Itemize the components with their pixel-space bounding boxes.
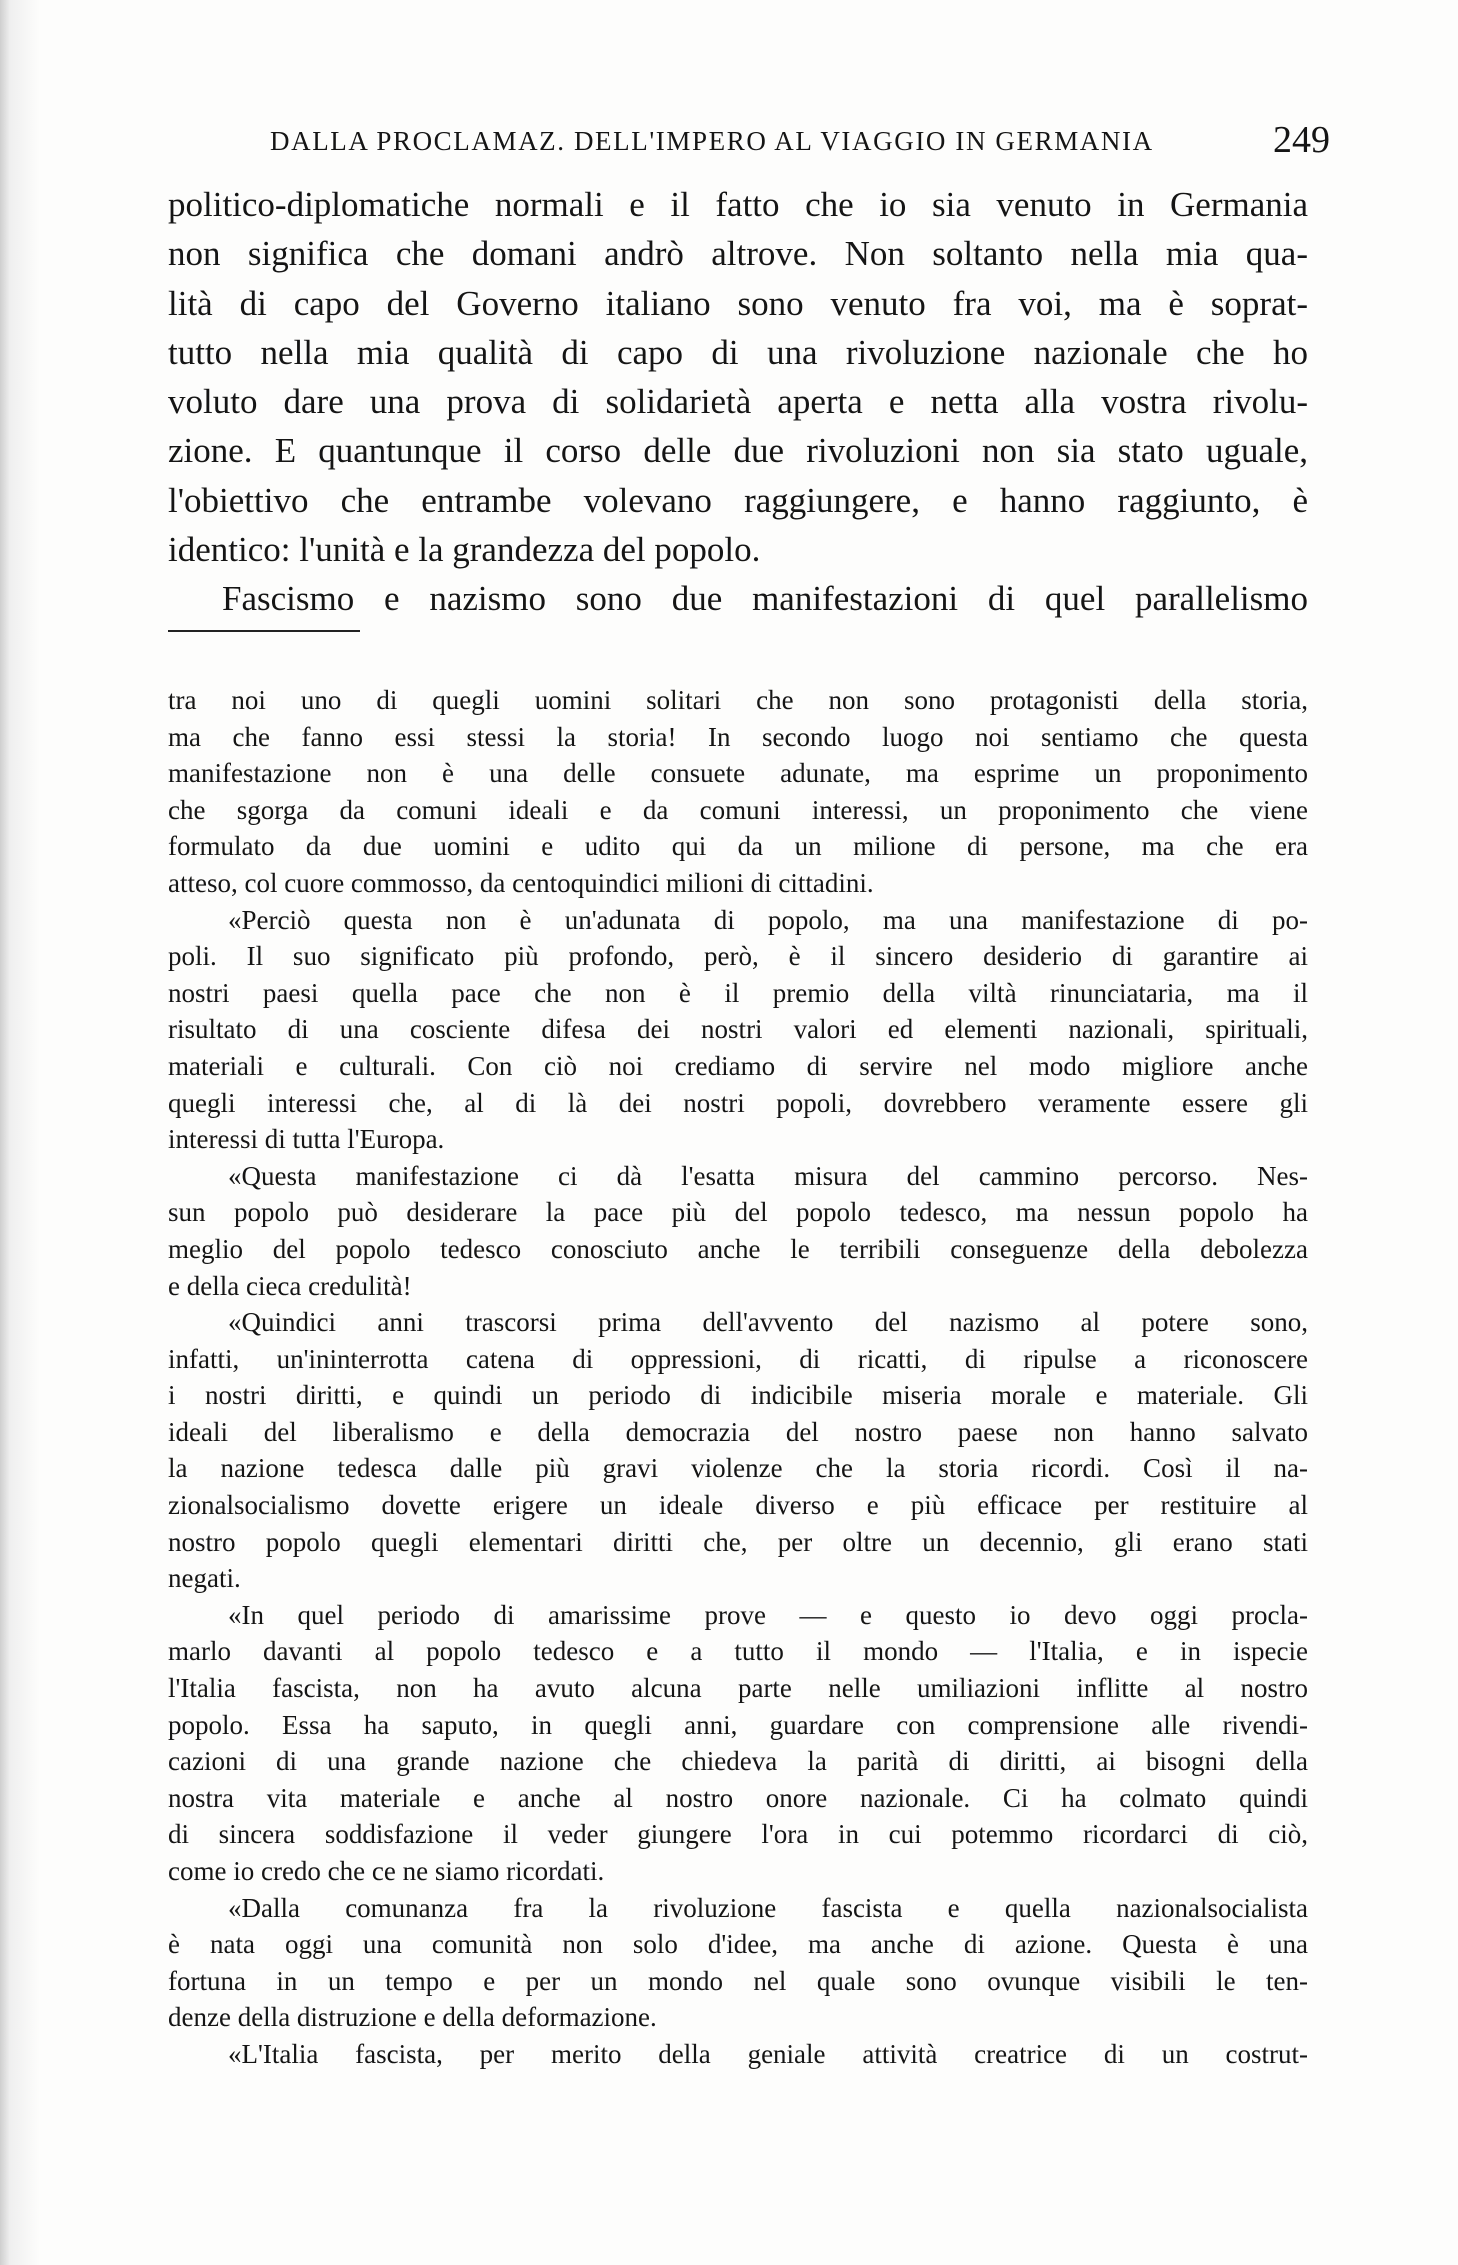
footnote-line: la nazione tedesca dalle più gravi violenze che la storia ricordi. Così il na-: [168, 1453, 1308, 1484]
footnote-line: «Dalla comunanza fra la rivoluzione fascista e quella nazionalsocialista: [228, 1892, 1308, 1923]
footnote-line: risultato di una cosciente difesa dei nostri valori ed elementi nazionali, spirituali,: [168, 1014, 1308, 1045]
footnote-line: nostro popolo quegli elementari diritti che, per oltre un decennio, gli erano stati: [168, 1526, 1308, 1557]
footnote-line: i nostri diritti, e quindi un periodo di indicibile miseria morale e materiale. Gli: [168, 1380, 1308, 1411]
main-text-line: Fascismo e nazismo sono due manifestazioni di quel parallelismo: [222, 579, 1308, 619]
footnote-line: l'Italia fascista, non ha avuto alcuna parte nelle umiliazioni inflitte al nostro: [168, 1673, 1308, 1704]
main-text-block: [168, 180, 1308, 624]
page-number: 249: [1273, 119, 1330, 161]
footnote-line: che sgorga da comuni ideali e da comuni interessi, un proponimento che viene: [168, 794, 1308, 825]
footnote-line: come io credo che ce ne siamo ricordati.: [168, 1856, 605, 1886]
footnote-block: [168, 682, 1308, 2073]
footnote-line: popolo. Essa ha saputo, in quegli anni, guardare con comprensione alle rivendi-: [168, 1709, 1308, 1740]
footnote-line: sun popolo può desiderare la pace più del popolo tedesco, ma nessun popolo ha: [168, 1197, 1308, 1228]
main-text-line: politico-diplomatiche normali e il fatto che io sia venuto in Germania: [168, 185, 1308, 224]
footnote-line: cazioni di una grande nazione che chiedeva la parità di diritti, ai bisogni della: [168, 1746, 1308, 1777]
main-text-line: zione. E quantunque il corso delle due rivoluzioni non sia stato uguale,: [168, 431, 1308, 471]
running-title: DALLA PROCLAMAZ. DELL'IMPERO AL VIAGGIO IN GERMANIA: [270, 126, 1154, 156]
footnote-line: atteso, col cuore commosso, da centoquindici milioni di cittadini.: [168, 867, 874, 898]
footnote-separator: [168, 630, 360, 632]
footnote-line: tra noi uno di quegli uomini solitari che non sono protagonisti della storia,: [168, 685, 1308, 715]
footnote-line: e della cieca credulità!: [168, 1270, 412, 1301]
footnote-line: nostra vita materiale e anche al nostro onore nazionale. Ci ha colmato quindi: [168, 1782, 1308, 1813]
footnote-line: «In quel periodo di amarissime prove — e questo io devo oggi procla-: [228, 1599, 1308, 1630]
footnote-line: infatti, un'ininterrotta catena di oppressioni, di ricatti, di ripulse a riconoscere: [168, 1343, 1308, 1374]
footnote-line: interessi di tutta l'Europa.: [168, 1124, 445, 1155]
footnote-line: quegli interessi che, al di là dei nostri popoli, dovrebbero veramente essere gli: [168, 1087, 1308, 1118]
page-binding-shadow: [0, 0, 40, 2265]
main-text-line: l'obiettivo che entrambe volevano raggiungere, e hanno raggiunto, è: [168, 480, 1308, 520]
footnote-line: di sincera soddisfazione il veder giungere l'ora in cui potemmo ricordarci di ciò,: [168, 1819, 1308, 1850]
main-text-line: non significa che domani andrò altrove. Non soltanto nella mia qua-: [168, 234, 1308, 274]
footnote-line: formulato da due uomini e udito qui da un milione di persone, ma che era: [168, 831, 1308, 862]
main-text-line: lità di capo del Governo italiano sono venuto fra voi, ma è soprat-: [168, 283, 1308, 323]
footnote-line: manifestazione non è una delle consuete adunate, ma esprime un proponimento: [168, 758, 1308, 789]
main-text-line: tutto nella mia qualità di capo di una rivoluzione nazionale che ho: [168, 332, 1308, 372]
footnote-line: «L'Italia fascista, per merito della geniale attività creatrice di un costrut-: [228, 2038, 1308, 2069]
footnote-line: ideali del liberalismo e della democrazia del nostro paese non hanno salvato: [168, 1416, 1308, 1447]
footnote-line: negati.: [168, 1563, 241, 1594]
footnote-line: zionalsocialismo dovette erigere un ideale diverso e più efficace per restituire al: [168, 1490, 1308, 1521]
footnote-line: marlo davanti al popolo tedesco e a tutto il mondo — l'Italia, e in ispecie: [168, 1636, 1308, 1667]
footnote-line: «Perciò questa non è un'adunata di popolo, ma una manifestazione di po-: [228, 904, 1308, 935]
footnote-line: è nata oggi una comunità non solo d'idee, ma anche di azione. Questa è una: [168, 1929, 1308, 1960]
footnote-line: poli. Il suo significato più profondo, però, è il sincero desiderio di garantire ai: [168, 941, 1308, 972]
footnote-line: fortuna in un tempo e per un mondo nel quale sono ovunque visibili le ten-: [168, 1965, 1308, 1996]
footnote-line: denze della distruzione e della deformazione.: [168, 2002, 657, 2033]
footnote-line: materiali e culturali. Con ciò noi crediamo di servire nel modo migliore anche: [168, 1050, 1308, 1081]
footnote-line: ma che fanno essi stessi la storia! In secondo luogo noi sentiamo che questa: [168, 721, 1308, 752]
main-text-line: identico: l'unità e la grandezza del popolo.: [168, 530, 761, 570]
footnote-line: «Questa manifestazione ci dà l'esatta misura del cammino percorso. Nes-: [228, 1160, 1308, 1191]
footnote-line: meglio del popolo tedesco conosciuto anche le terribili conseguenze della debolezza: [168, 1233, 1308, 1264]
running-head: [270, 118, 1330, 168]
footnote-line: nostri paesi quella pace che non è il premio della viltà rinunciataria, ma il: [168, 977, 1308, 1008]
footnote-line: «Quindici anni trascorsi prima dell'avvento del nazismo al potere sono,: [228, 1307, 1308, 1338]
main-text-line: voluto dare una prova di solidarietà aperta e netta alla vostra rivolu-: [168, 382, 1308, 422]
